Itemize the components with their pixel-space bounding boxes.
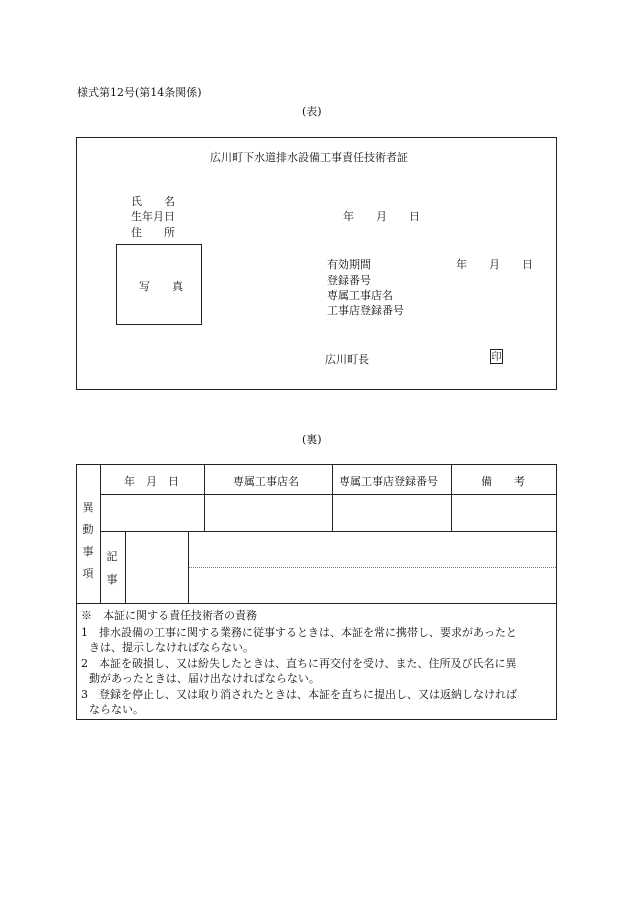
row-label-char: 事 bbox=[82, 545, 94, 558]
row-label-char: 項 bbox=[82, 567, 94, 580]
back-side-label: (裏) bbox=[302, 433, 322, 446]
duties-title: ※ 本証に関する責任技術者の責務 bbox=[81, 609, 257, 622]
duty-1-line-2: きは、提示しなければならない。 bbox=[89, 641, 254, 654]
column-header-contractor: 専属工事店名 bbox=[233, 475, 299, 488]
name-label: 氏 名 bbox=[131, 195, 175, 208]
birth-date-label: 生年月日 bbox=[131, 210, 175, 223]
front-side-label: (表) bbox=[302, 105, 322, 118]
mayor-label: 広川町長 bbox=[325, 353, 369, 366]
duty-3-line-1: 3 登録を停止し、又は取り消されたときは、本証を直ちに提出し、又は返納しなければ bbox=[81, 688, 517, 701]
registration-number-label: 登録番号 bbox=[327, 274, 371, 287]
contractor-name-label: 専属工事店名 bbox=[327, 289, 393, 302]
photo-label: 写 真 bbox=[139, 280, 183, 293]
column-header-date: 年 月 日 bbox=[124, 475, 179, 488]
table-rule bbox=[204, 464, 205, 532]
duty-2-line-2: 動があったときは、届け出なければならない。 bbox=[89, 672, 320, 685]
duty-2-line-1: 2 本証を破損し、又は紛失したときは、直ちに再交付を受け、また、住所及び氏名に異 bbox=[81, 657, 517, 670]
table-rule bbox=[332, 464, 333, 532]
card-title: 広川町下水道排水設備工事責任技術者証 bbox=[210, 151, 408, 164]
table-rule bbox=[100, 494, 557, 495]
row-label-char: 異 bbox=[82, 501, 94, 514]
duty-1-line-1: 1 排水設備の工事に関する業務に従事するときは、本証を常に携帯し、要求があったと bbox=[81, 626, 517, 639]
row-label-char: 動 bbox=[82, 523, 94, 536]
duty-3-line-2: ならない。 bbox=[89, 703, 144, 716]
note-label-char: 記 bbox=[106, 550, 118, 563]
table-rule bbox=[451, 464, 452, 532]
table-rule bbox=[100, 464, 101, 604]
birth-date-value: 年 月 日 bbox=[343, 210, 420, 223]
note-label-char: 事 bbox=[106, 573, 118, 586]
form-number-label: 様式第12号(第14条関係) bbox=[77, 86, 202, 99]
seal-stamp: 印 bbox=[490, 349, 503, 364]
table-rule bbox=[76, 603, 557, 604]
address-label: 住 所 bbox=[131, 226, 175, 239]
table-rule bbox=[125, 531, 126, 604]
validity-date: 年 月 日 bbox=[456, 258, 533, 271]
table-dotted-rule bbox=[189, 567, 556, 568]
column-header-contractor-number: 専属工事店登録番号 bbox=[339, 475, 438, 488]
validity-label: 有効期間 bbox=[327, 258, 371, 271]
table-rule bbox=[100, 531, 557, 532]
contractor-registration-label: 工事店登録番号 bbox=[327, 304, 404, 317]
column-header-remarks: 備 考 bbox=[481, 475, 525, 488]
